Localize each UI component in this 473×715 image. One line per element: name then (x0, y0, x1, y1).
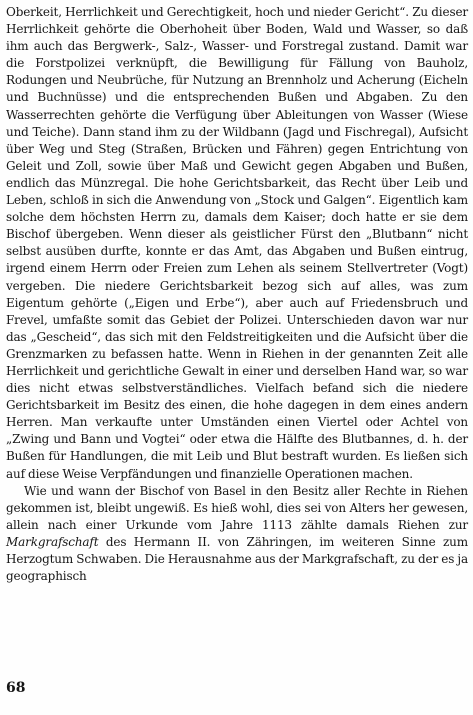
page-number: 68 (6, 680, 26, 696)
body-text (6, 4, 468, 585)
paragraph-2 (6, 483, 468, 586)
paragraph-2-text-b: des Hermann II. von Zähringen, im weiteren Sinne zum Herzogtum Schwaben. Die Herausnahme aus der Markgrafschaft, zu der es ja geographisch (6, 534, 468, 584)
paragraph-1 (6, 4, 468, 483)
paragraph-2-text-a: Wie und wann der Bischof von Basel in den Besitz aller Rechte in Riehen gekommen ist, bleibt ungewiß. Es hieß wohl, dies sei von Alters her gewesen, allein nach einer Urkunde vom Jahre 1113 zählte damals Riehen zur (6, 483, 468, 532)
paragraph-1-text: Oberkeit, Herrlichkeit und Gerechtigkeit, hoch und nieder Gericht“. Zu dieser Herrlichkeit gehörte die Oberhoheit über Boden, Wald und Wasser, so daß ihm auch das Bergwerk-, Salz-, Wasser- und Forstregal zustand. Damit war die Forstpolizei verknüpft, die Bewilligung für Fällung von Bauholz, Rodungen und Neubrüche, für Nutzung an Brennholz und Acherung (Eicheln und Buchnüsse) und die entsprechenden Bußen und Abgaben. Zu den Wasserrechten gehörte die Verfügung über Ableitungen von Wasser (Wiese und Teiche). Dann stand ihm zu der Wildbann (Jagd und Fischregal), Aufsicht über Weg und Steg (Straßen, Brücken und Fähren) gegen Entrichtung von Geleit und Zoll, sowie über Maß und Gewicht gegen Abgaben und Bußen, endlich das Münzregal. Die hohe Gerichtsbarkeit, das Recht über Leib und Leben, schloß in sich die Anwendung von „Stock und Galgen“. Eigentlich kam solche dem höchsten Herrn zu, damals dem Kaiser; doch hatte er sie dem Bischof übergeben. Wenn dieser als geistlicher Fürst den „Blutbann“ nicht selbst ausüben durfte, konnte er das Amt, das Abgaben und Bußen eintrug, irgend einem Herrn oder Freien zum Lehen als seinem Stellvertreter (Vogt) vergeben. Die niedere Gerichtsbarkeit bezog sich auf alles, was zum Eigentum gehörte („Eigen und Erbe“), aber auch auf Friedensbruch und Frevel, umfaßte somit das Gebiet der Polizei. Unterschieden davon war nur das „Gescheid“, das sich mit den Feldstreitigkeiten und die Aufsicht über die Grenzmarken zu befassen hatte. Wenn in Riehen in der genannten Zeit alle Herrlichkeit und gerichtliche Gewalt in einer und derselben Hand war, so war dies nicht etwas selbstverständliches. Vielfach befand sich die niedere Gerichtsbarkeit im Besitz des einen, die hohe dagegen in dem eines andern Herren. Man verkaufte unter Umständen einen Viertel oder Achtel von „Zwing und Bann und Vogtei“ oder etwa die Hälfte des Blutbannes, d. h. der Bußen für Handlungen, die mit Leib und Blut bestraft wurden. Es ließen sich auf diese Weise Verpfändungen und finanzielle Operationen machen. (6, 5, 468, 481)
emphasized-term: Markgrafschaft (6, 534, 99, 549)
